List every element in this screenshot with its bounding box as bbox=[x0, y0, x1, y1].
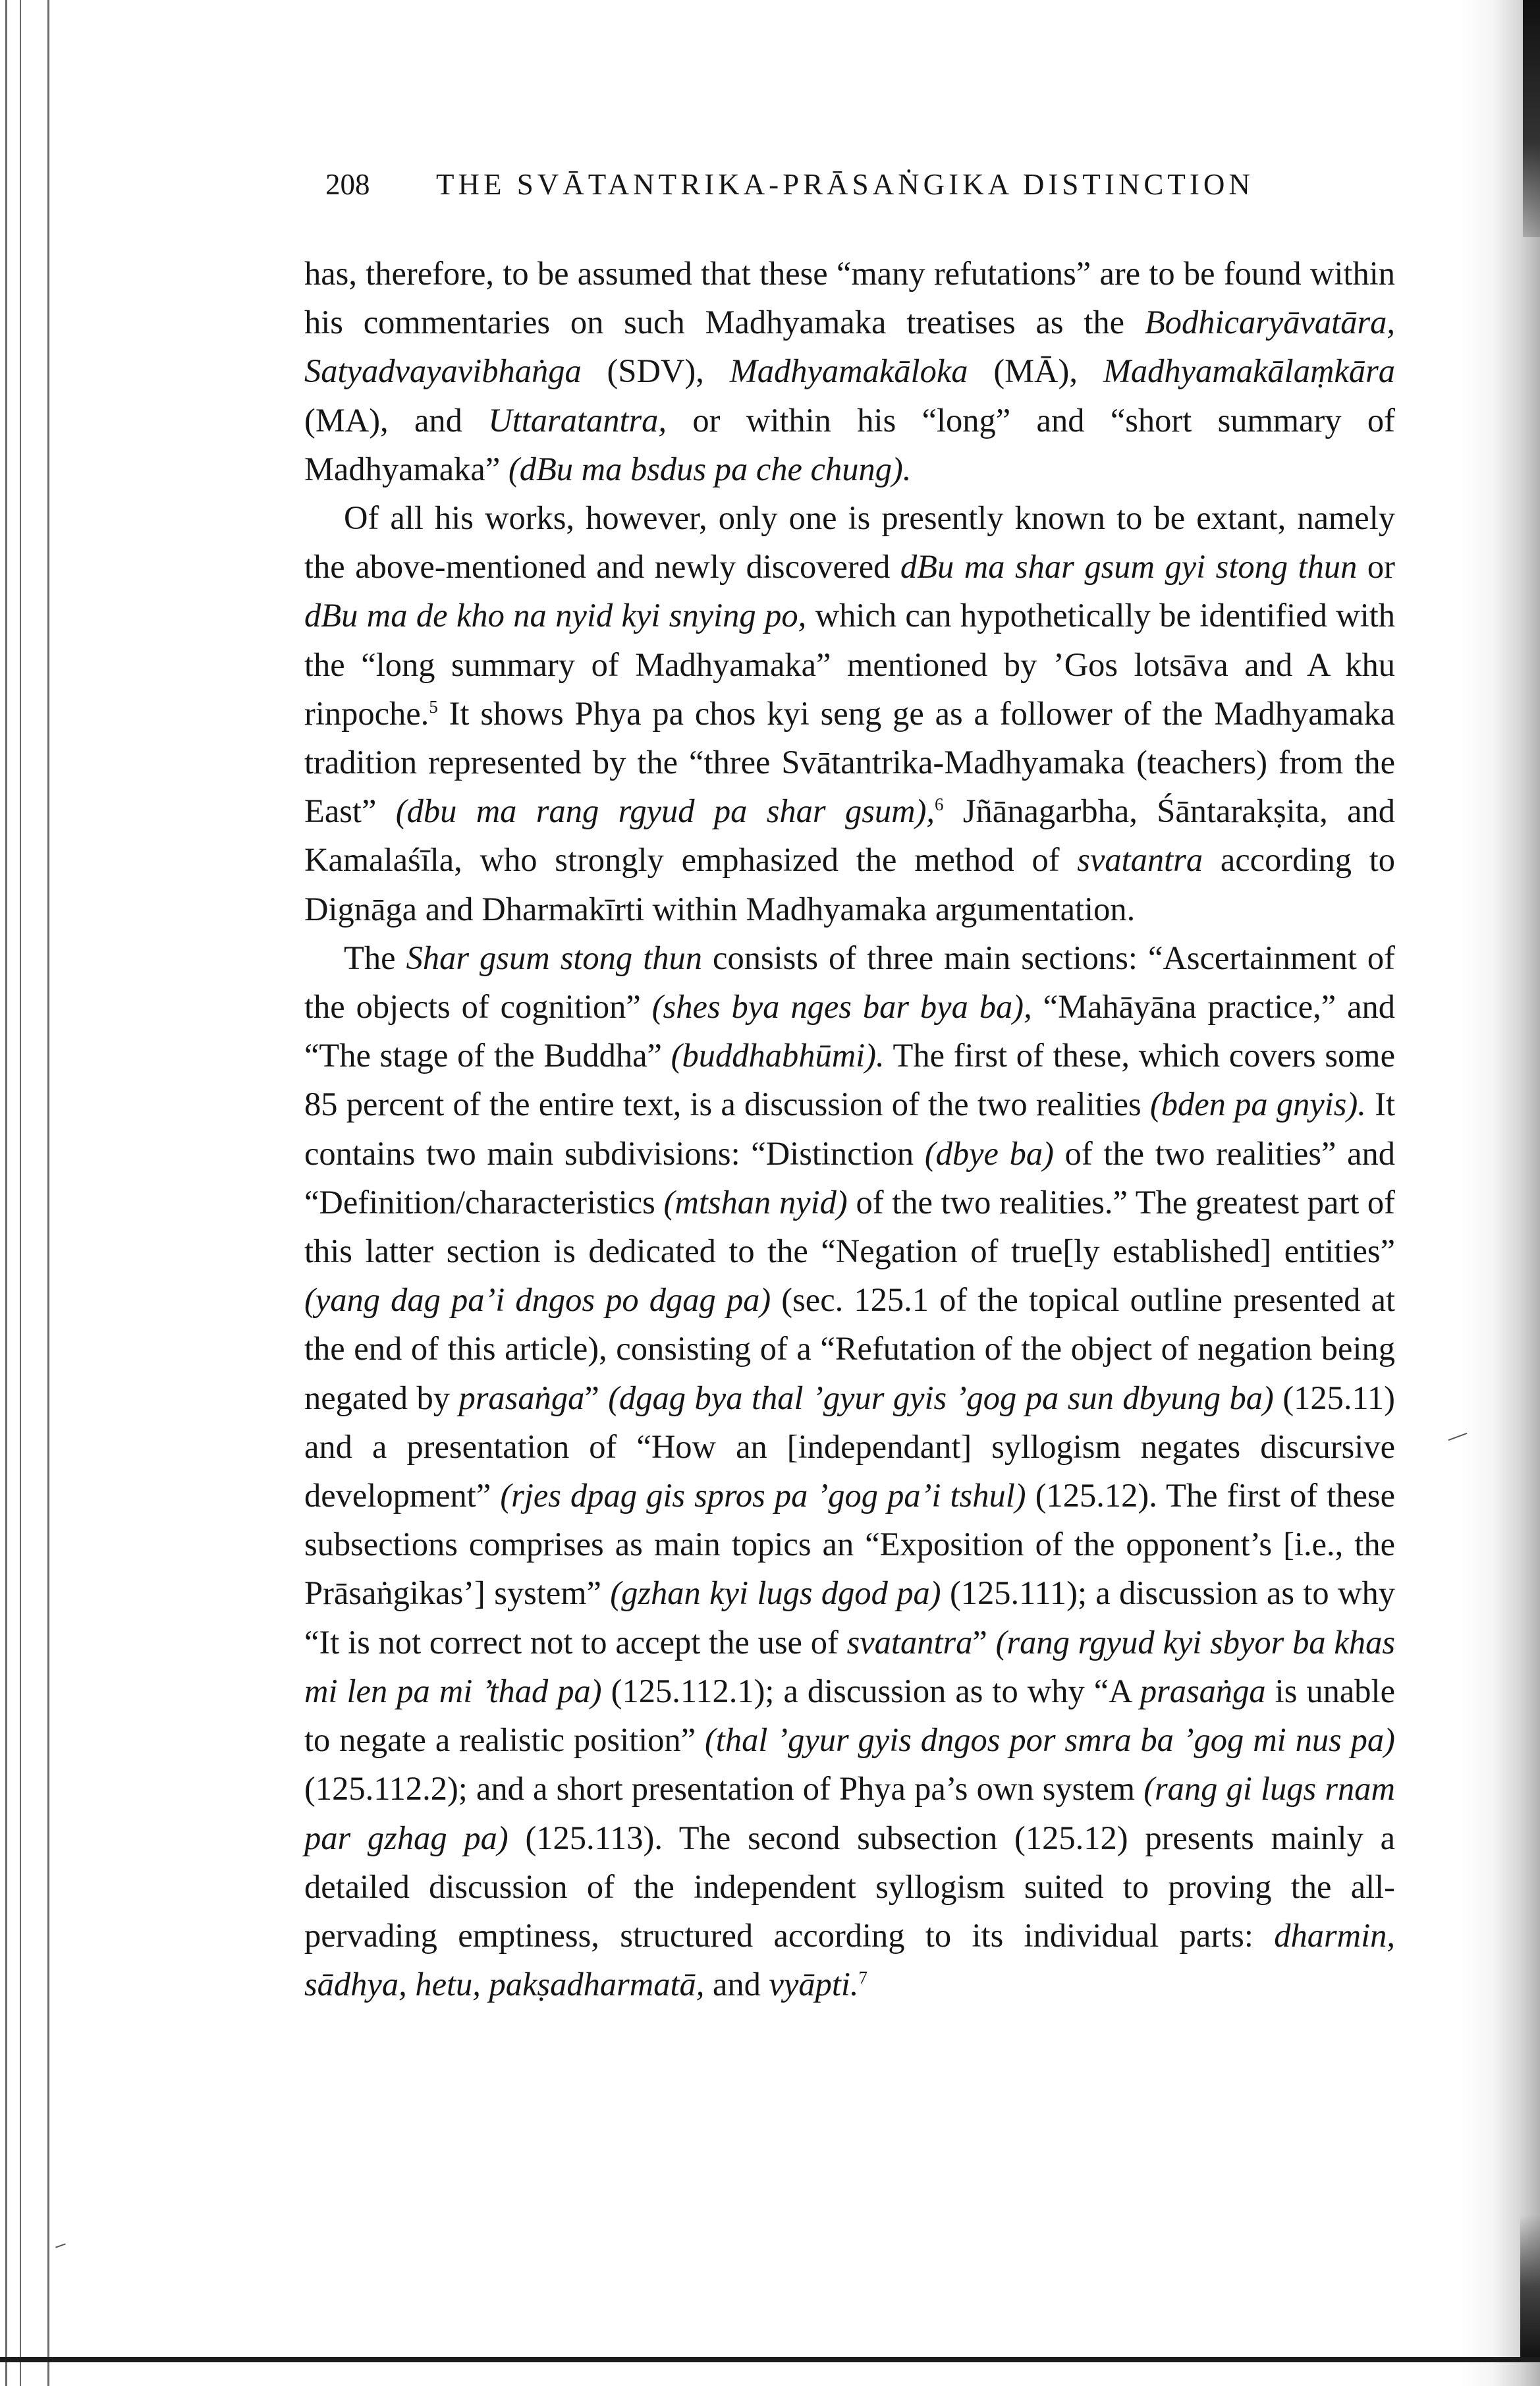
text-run: of the two realities.” The greatest part of this latter section is dedicated to the “Negation of true[ly established] entities” bbox=[304, 1183, 1395, 1270]
italic-term: (shes bya nges bar bya ba), bbox=[651, 988, 1032, 1026]
text-run: Jñānagarbha, Śāntarakṣita, and Kamalaśīla, who strongly emphasized the method of bbox=[304, 792, 1395, 879]
footnote-marker: 5 bbox=[429, 697, 438, 717]
text-run: according to Dignāga and Dharmakīrti within Madhyamaka argumentation. bbox=[304, 841, 1395, 928]
text-run: ” bbox=[584, 1379, 609, 1416]
italic-term: svatantra bbox=[1077, 841, 1203, 879]
italic-term: (yang dag pa’i dngos po dgag pa) bbox=[304, 1281, 771, 1319]
scan-bottom-bar bbox=[0, 2357, 1540, 2362]
text-run: (MA), and bbox=[304, 401, 489, 439]
text-run: ” bbox=[972, 1623, 996, 1661]
text-run: (sec. 125.1 of the topical outline presented at the end of this article), consisting of a “Refutation of the object of negation being negated by bbox=[304, 1281, 1395, 1416]
margin-pen-mark-bottom bbox=[55, 2243, 66, 2248]
italic-term: (dgag bya thal ’gyur gyis ’gog pa sun dbyung ba) bbox=[608, 1379, 1274, 1416]
italic-term: prasaṅga bbox=[1140, 1672, 1266, 1709]
italic-term: svatantra bbox=[846, 1623, 973, 1661]
binding-line-2 bbox=[20, 0, 21, 2386]
italic-term: vyāpti. bbox=[769, 1966, 859, 2003]
text-run: or bbox=[1357, 548, 1395, 586]
binding-line-1 bbox=[5, 0, 7, 2386]
text-run: or within his “long” and “short summary of Madhyamaka” bbox=[304, 401, 1395, 487]
italic-term: Uttaratantra, bbox=[488, 401, 667, 439]
text-run: (125.112.1); a discussion as to why “A bbox=[601, 1672, 1140, 1709]
italic-term: Madhyamakālaṃkāra bbox=[1103, 352, 1395, 390]
italic-term: dBu ma de kho na nyid kyi snying po, bbox=[304, 597, 807, 634]
italic-term: (buddhabhūmi). bbox=[671, 1037, 885, 1074]
paragraph bbox=[304, 493, 1395, 933]
italic-term: (thal ’gyur gyis dngos por smra ba ’gog mi nus pa) bbox=[704, 1721, 1395, 1759]
page-edge-shadow bbox=[1461, 0, 1540, 2386]
text-run: is unable to negate a realistic position” bbox=[304, 1672, 1395, 1759]
paragraph bbox=[304, 933, 1395, 2009]
page-edge-dark-bottom bbox=[1520, 2215, 1540, 2360]
italic-term: (bden pa gnyis). bbox=[1149, 1086, 1366, 1123]
text-run: The first of these, which covers some 85 percent of the entire text, is a discussion of the two realities bbox=[304, 1037, 1395, 1123]
italic-term: dBu ma shar gsum gyi stong thun bbox=[900, 548, 1358, 586]
italic-term: (dbye ba) bbox=[924, 1134, 1054, 1172]
text-run: (125.111); a discussion as to why “It is not correct not to accept the use of bbox=[304, 1574, 1395, 1661]
text-run: (125.11) and a presentation of “How an [independant] syllogism negates discursive development” bbox=[304, 1379, 1395, 1514]
binding-line-3 bbox=[47, 0, 49, 2386]
text-run: It shows Phya pa chos kyi seng ge as a follower of the Madhyamaka tradition represented by the “three Svātantrika-Madhyamaka (teachers) from the East” bbox=[304, 694, 1395, 830]
italic-term: (rang rgyud kyi sbyor ba khas mi len pa mi ’thad pa) bbox=[304, 1623, 1396, 1709]
footnote-marker: 7 bbox=[858, 1968, 868, 1988]
text-run: which can hypothetically be identified with the “long summary of Madhyamaka” mentioned by ’Gos lotsāva and A khu rinpoche. bbox=[304, 597, 1396, 732]
footnote-marker: 6 bbox=[935, 794, 944, 815]
italic-term: Bodhicaryāvatāra, Satyadvayavibhaṅga bbox=[304, 304, 1395, 390]
page-edge-dark-top bbox=[1523, 0, 1540, 237]
text-run: consists of three main sections: “Ascertainment of the objects of cognition” bbox=[304, 939, 1395, 1026]
italic-term: (dBu ma bsdus pa che chung). bbox=[508, 450, 912, 487]
paragraph bbox=[304, 249, 1395, 493]
italic-term: (rjes dpag gis spros pa ’gog pa’i tshul) bbox=[500, 1477, 1026, 1514]
text-run: (125.112.2); and a short presentation of Phya pa’s own system bbox=[304, 1770, 1144, 1808]
text-run: (125.12). The first of these subsections comprises as main topics an “Exposition of the opponent’s [i.e., the Prāsaṅgikas’] system” bbox=[304, 1477, 1396, 1612]
italic-term: (rang gi lugs rnam par gzhag pa) bbox=[304, 1770, 1395, 1856]
text-run: The bbox=[344, 939, 406, 976]
running-head bbox=[325, 163, 1379, 206]
italic-term: (gzhan kyi lugs dgod pa) bbox=[610, 1574, 941, 1612]
italic-term: prasaṅga bbox=[458, 1379, 585, 1416]
text-run: and bbox=[704, 1966, 769, 2003]
text-run: has, therefore, to be assumed that these “many refutations” are to be found within his commentaries on such Madhyamaka treatises as the bbox=[304, 255, 1395, 341]
italic-term: Madhyamakāloka bbox=[729, 352, 968, 390]
text-run: “Mahāyāna practice,” and “The stage of the Buddha” bbox=[304, 988, 1395, 1074]
running-title: THE SVĀTANTRIKA-PRĀSAṄGIKA DISTINCTION bbox=[436, 168, 1254, 201]
italic-term: (mtshan nyid) bbox=[663, 1183, 848, 1221]
italic-term: (dbu ma rang rgyud pa shar gsum), bbox=[395, 792, 935, 830]
text-run: (125.113). The second subsection (125.12) presents mainly a detailed discussion of the independent syllogism suited to proving the all-pervading emptiness, structured according to its individual parts: bbox=[304, 1819, 1396, 1954]
body-text bbox=[304, 249, 1395, 2009]
text-run: (MĀ), bbox=[968, 352, 1103, 390]
italic-term: dharmin, sādhya, hetu, pakṣadharmatā, bbox=[304, 1916, 1395, 2003]
text-run: It contains two main subdivisions: “Distinction bbox=[304, 1086, 1395, 1172]
italic-term: Shar gsum stong thun bbox=[406, 939, 702, 976]
page-number: 208 bbox=[325, 168, 370, 201]
text-run: (SDV), bbox=[581, 352, 730, 390]
text-run: of the two realities” and “Definition/characteristics bbox=[304, 1134, 1395, 1221]
text-run: Of all his works, however, only one is presently known to be extant, namely the above-mentioned and newly discovered bbox=[304, 499, 1395, 586]
